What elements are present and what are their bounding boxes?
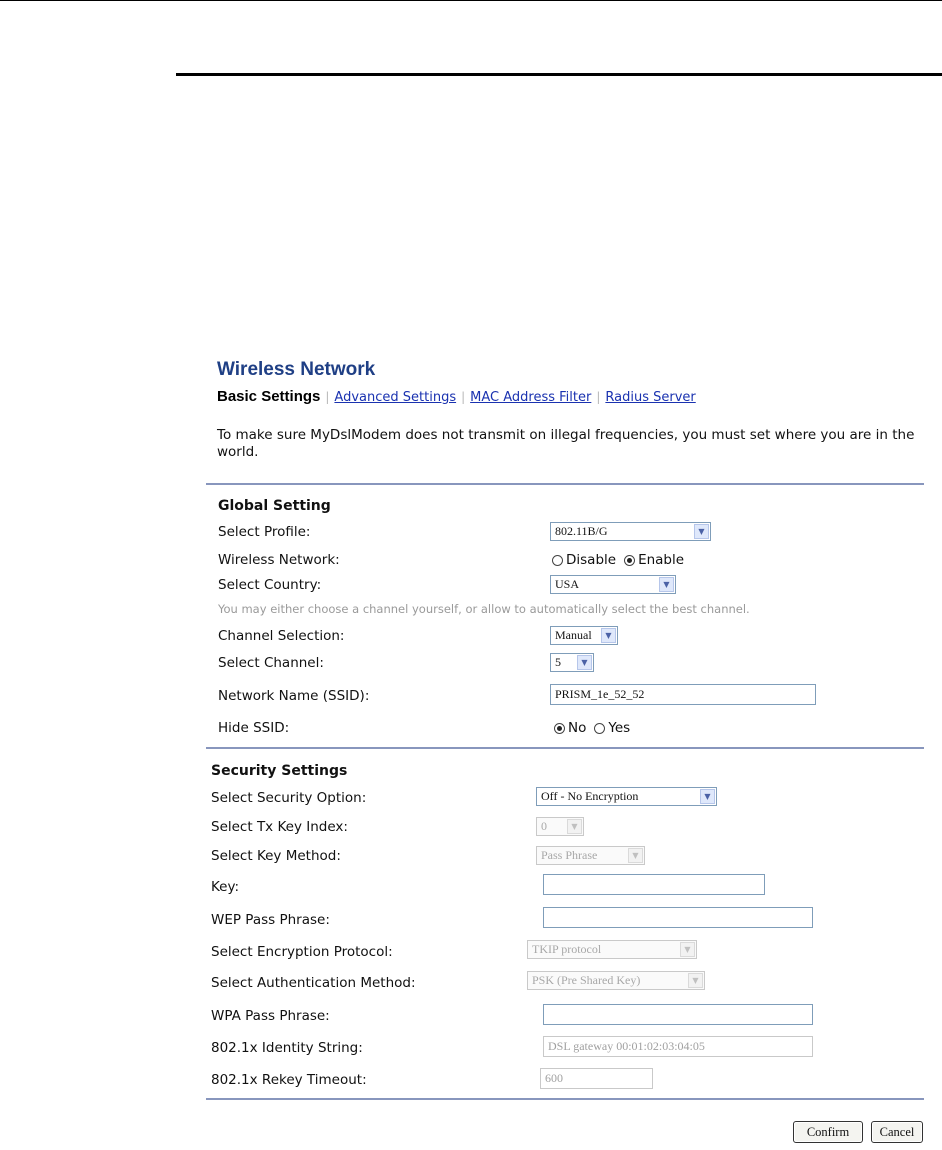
encryption-protocol-label: Select Encryption Protocol: [211, 944, 393, 960]
confirm-button[interactable]: Confirm [793, 1121, 863, 1143]
tab-bar [217, 388, 696, 405]
chevron-down-icon: ▼ [694, 524, 709, 539]
rekey-timeout-input[interactable]: 600 [540, 1068, 653, 1089]
radio-disable-label: Disable [566, 552, 617, 568]
hide-ssid-label: Hide SSID: [218, 720, 290, 736]
encryption-protocol-select[interactable] [527, 940, 697, 959]
wireless-network-label: Wireless Network: [218, 552, 340, 568]
key-method-select[interactable] [536, 846, 645, 865]
authentication-method-value: PSK (Pre Shared Key) [532, 973, 641, 987]
rekey-timeout-label: 802.1x Rekey Timeout: [211, 1072, 367, 1088]
chevron-down-icon: ▼ [567, 819, 582, 834]
tab-mac-address-filter[interactable]: MAC Address Filter [470, 390, 592, 405]
key-label: Key: [211, 879, 240, 895]
key-method-label: Select Key Method: [211, 848, 341, 864]
radio-yes[interactable] [594, 723, 605, 734]
chevron-down-icon: ▼ [700, 789, 715, 804]
tx-key-index-value: 0 [541, 819, 547, 833]
security-option-label: Select Security Option: [211, 790, 367, 806]
section-divider [206, 747, 924, 749]
encryption-protocol-value: TKIP protocol [532, 942, 602, 956]
radio-no-label: No [568, 720, 587, 736]
radio-yes-label: Yes [608, 720, 631, 736]
channel-value: 5 [555, 655, 561, 669]
chevron-down-icon: ▼ [577, 655, 592, 670]
tab-separator: | [596, 390, 601, 404]
channel-select[interactable] [550, 653, 594, 672]
channel-label: Select Channel: [218, 655, 324, 671]
channel-selection-select[interactable] [550, 626, 618, 645]
key-method-value: Pass Phrase [541, 848, 598, 862]
tab-separator: | [325, 390, 330, 404]
cancel-button[interactable]: Cancel [871, 1121, 923, 1143]
chevron-down-icon: ▼ [601, 628, 616, 643]
tab-separator: | [461, 390, 466, 404]
tx-key-index-label: Select Tx Key Index: [211, 819, 348, 835]
chevron-down-icon: ▼ [688, 973, 703, 988]
security-option-select[interactable] [536, 787, 717, 806]
chevron-down-icon: ▼ [680, 942, 695, 957]
wireless-network-panel [204, 356, 926, 1148]
page-title: Wireless Network [217, 359, 376, 380]
global-setting-heading: Global Setting [218, 498, 331, 514]
wpa-pass-phrase-input[interactable] [543, 1004, 813, 1025]
intro-text: To make sure MyDslModem does not transmit on illegal frequencies, you must set where you are in the world. [217, 427, 915, 460]
tab-basic-settings[interactable]: Basic Settings [217, 388, 321, 405]
chevron-down-icon: ▼ [659, 577, 674, 592]
radio-no[interactable] [554, 723, 565, 734]
authentication-method-label: Select Authentication Method: [211, 975, 416, 991]
country-value: USA [555, 577, 580, 591]
security-option-value: Off - No Encryption [541, 789, 639, 803]
hide-ssid-radio-group [554, 720, 638, 736]
radio-enable-label: Enable [638, 552, 685, 568]
ssid-label: Network Name (SSID): [218, 688, 370, 704]
tab-advanced-settings[interactable]: Advanced Settings [334, 390, 457, 405]
page-top-rule [0, 0, 942, 1]
tab-radius-server[interactable]: Radius Server [605, 390, 696, 405]
key-input[interactable] [543, 874, 765, 895]
radio-disable[interactable] [552, 555, 563, 566]
radio-enable[interactable] [624, 555, 635, 566]
profile-value: 802.11B/G [555, 524, 608, 538]
chevron-down-icon: ▼ [628, 848, 643, 863]
wpa-pass-phrase-label: WPA Pass Phrase: [211, 1008, 330, 1024]
identity-string-label: 802.1x Identity String: [211, 1040, 363, 1056]
ssid-input[interactable]: PRISM_1e_52_52 [550, 684, 816, 705]
section-divider [206, 483, 924, 485]
header-rule [176, 73, 942, 76]
security-settings-heading: Security Settings [211, 763, 348, 779]
channel-selection-value: Manual [555, 628, 592, 642]
wep-pass-phrase-label: WEP Pass Phrase: [211, 912, 330, 928]
profile-label: Select Profile: [218, 524, 311, 540]
profile-select[interactable] [550, 522, 711, 541]
country-label: Select Country: [218, 577, 322, 593]
identity-string-input[interactable]: DSL gateway 00:01:02:03:04:05 [543, 1036, 813, 1057]
wireless-network-radio-group [552, 552, 692, 568]
tx-key-index-select[interactable] [536, 817, 584, 836]
authentication-method-select[interactable] [527, 971, 705, 990]
wep-pass-phrase-input[interactable] [543, 907, 813, 928]
section-divider [206, 1098, 924, 1100]
country-select[interactable] [550, 575, 676, 594]
channel-help-note: You may either choose a channel yourself, or allow to automatically select the best channel. [218, 602, 750, 616]
channel-selection-label: Channel Selection: [218, 628, 345, 644]
